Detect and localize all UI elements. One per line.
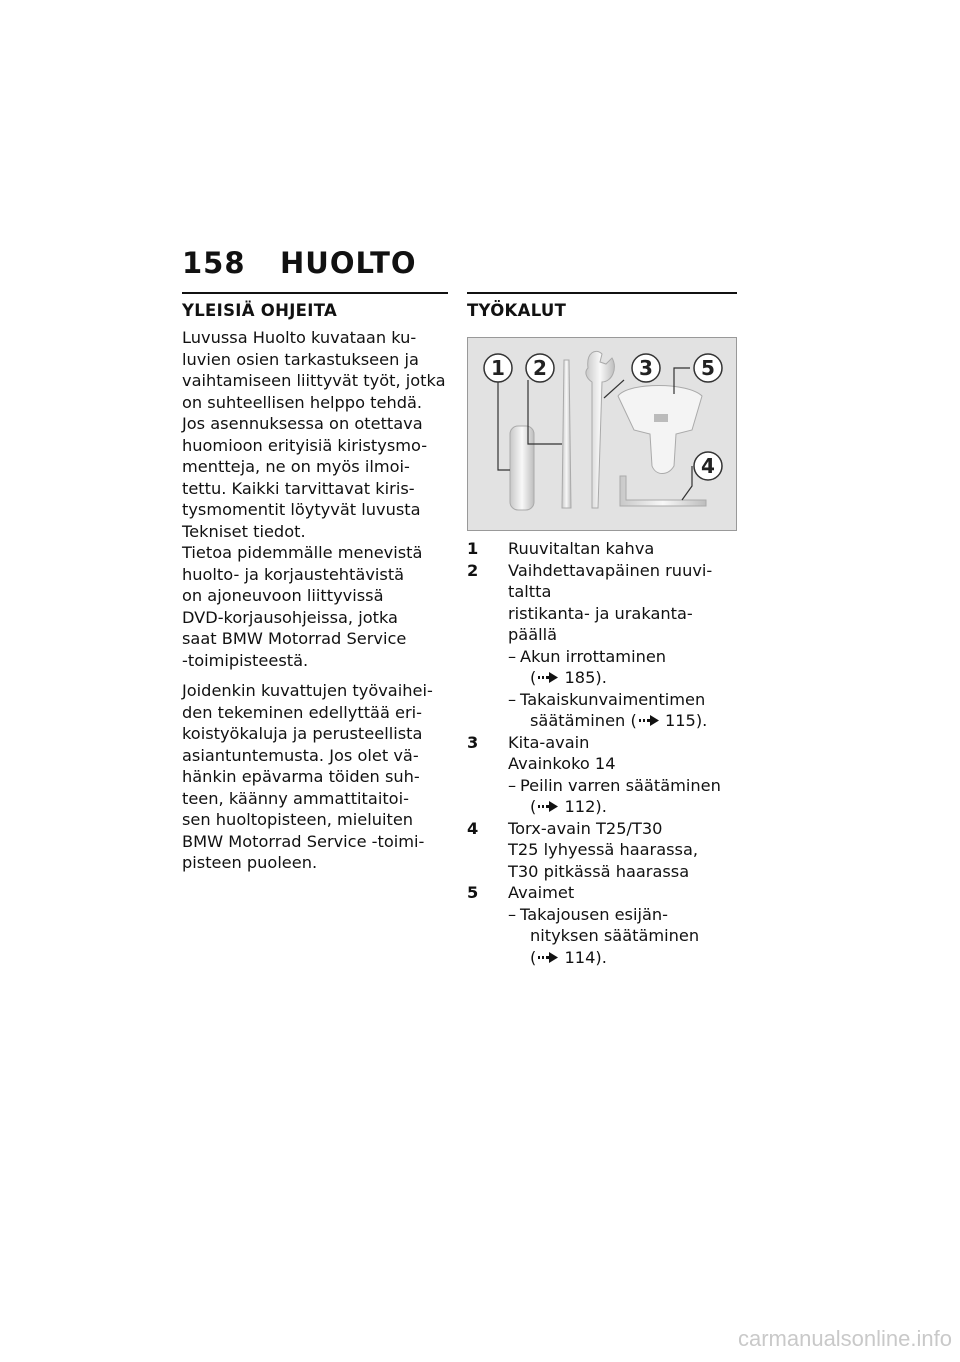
figure-label-5: 5 [701, 356, 715, 380]
section-title-tools: TYÖKALUT [467, 292, 737, 323]
legend-text: Avainkoko 14 [508, 754, 616, 773]
paragraph-line: Luvussa Huolto kuvataan ku- [182, 328, 417, 347]
reference-line [520, 667, 737, 689]
key-drawing [618, 386, 702, 474]
screwdriver-blade-drawing [562, 360, 571, 508]
chapter-title: HUOLTO [280, 246, 417, 280]
tool-legend [467, 538, 737, 968]
page-header [182, 246, 417, 280]
legend-subitem [508, 689, 737, 732]
paragraph-line: BMW Motorrad Service -toimi- [182, 831, 425, 851]
paragraph-line: teen, käänny ammattitaitoi- [182, 788, 409, 808]
open-wrench-drawing [586, 351, 614, 508]
paragraph-line: Jos asennuksessa on otettava [182, 414, 423, 433]
section-title-general: YLEISIÄ OHJEITA [182, 292, 448, 323]
legend-subitem [508, 775, 737, 818]
reference-arrow-icon [538, 801, 558, 812]
legend-text: Kita-avain [508, 732, 590, 752]
paragraph-line: huolto- ja korjaustehtävistä [182, 564, 405, 584]
paragraph-line: sen huoltopisteen, mieluiten [182, 810, 414, 829]
paragraph-line: on suhteellisen helppo tehdä. [182, 392, 423, 412]
subitem-text-cont: nityksen säätäminen [530, 926, 700, 945]
reference-line [520, 947, 737, 969]
legend-text: T30 pitkässä haarassa [508, 861, 690, 881]
legend-item [467, 818, 737, 883]
legend-text: Ruuvitaltan kahva [508, 539, 655, 558]
legend-text: ristikanta- ja urakanta- [508, 603, 693, 623]
paragraph-line: -toimipisteestä. [182, 650, 309, 670]
legend-subitem [508, 904, 737, 969]
special-tools-paragraph [182, 680, 448, 874]
tools-illustration [467, 337, 737, 531]
subitem-text-cont: säätäminen [530, 711, 626, 730]
dash: – [508, 775, 517, 795]
paragraph-line: vaihtamiseen liittyvät työt, jotka [182, 371, 446, 390]
legend-subitem [508, 646, 737, 689]
page-reference: 114). [564, 947, 607, 967]
right-column [467, 292, 737, 968]
screwdriver-handle-drawing [510, 426, 534, 510]
page-reference: 185). [564, 668, 607, 687]
paragraph-line: tettu. Kaikki tarvittavat kiris- [182, 478, 415, 498]
legend-text: Avaimet [508, 883, 575, 902]
legend-number: 2 [467, 560, 479, 580]
watermark: carmanualsonline.info [737, 1326, 952, 1351]
paragraph-line: hänkin epävarma töiden suh- [182, 767, 420, 786]
ref-open: ( [530, 668, 537, 687]
ref-open: ( [530, 947, 537, 967]
paragraph-line: on ajoneuvoon liittyvissä [182, 586, 384, 605]
paragraph-line: Tietoa pidemmälle menevistä [182, 543, 423, 562]
legend-item [467, 882, 737, 968]
paragraph-line: mentteja, ne on myös ilmoi- [182, 457, 410, 476]
page-number: 158 [182, 246, 246, 280]
subitem-text [520, 925, 737, 947]
legend-text: päällä [508, 625, 558, 644]
legend-number: 1 [467, 539, 479, 558]
paragraph-line: den tekeminen edellyttää eri- [182, 702, 422, 722]
general-instructions-paragraph [182, 327, 448, 671]
legend-text: Vaihdettavapäinen ruuvi- [508, 560, 713, 580]
page-reference: 112). [564, 797, 607, 816]
dash: – [508, 646, 517, 666]
paragraph-line: pisteen puoleen. [182, 853, 318, 872]
figure-label-1: 1 [491, 356, 505, 380]
subitem-text: Akun irrottaminen [520, 646, 667, 666]
legend-text: taltta [508, 582, 552, 601]
figure-label-3: 3 [639, 356, 653, 380]
figure-label-2: 2 [533, 356, 547, 380]
dash: – [508, 904, 517, 924]
paragraph-line: koistyökaluja ja perusteellista [182, 724, 423, 743]
paragraph-line: tysmomentit löytyvät luvusta [182, 500, 421, 519]
reference-line [520, 796, 737, 818]
tools-drawing [468, 338, 736, 530]
reference-arrow-icon [538, 952, 558, 963]
ref-open: ( [530, 797, 537, 816]
reference-arrow-icon [538, 672, 558, 683]
reference-arrow-icon [639, 715, 659, 726]
legend-text: T25 lyhyessä haarassa, [508, 840, 699, 859]
figure-label-4: 4 [701, 454, 715, 478]
paragraph-line: DVD-korjausohjeissa, jotka [182, 607, 398, 627]
subitem-text: Takaiskunvaimentimen [520, 689, 706, 709]
left-column [182, 292, 448, 874]
paragraph-line: asiantuntemusta. Jos olet vä- [182, 745, 419, 765]
subitem-text [520, 710, 737, 732]
subitem-text: Peilin varren säätäminen [520, 775, 721, 795]
page-reference: 115). [664, 711, 708, 730]
ref-open: ( [630, 711, 637, 730]
legend-number: 5 [467, 883, 479, 902]
paragraph-line: luvien osien tarkastukseen ja [182, 349, 419, 369]
legend-number: 3 [467, 732, 479, 752]
legend-item [467, 538, 737, 560]
paragraph-line: Tekniset tiedot. [182, 521, 306, 541]
dash: – [508, 689, 517, 709]
torx-wrench-drawing [620, 476, 706, 506]
subitem-text: Takajousen esijän- [520, 904, 669, 924]
legend-text: Torx-avain T25/T30 [508, 818, 663, 838]
legend-item [467, 560, 737, 732]
legend-item [467, 732, 737, 818]
legend-number: 4 [467, 818, 479, 838]
paragraph-line: huomioon erityisiä kiristysmo- [182, 435, 428, 455]
paragraph-line: saat BMW Motorrad Service [182, 629, 407, 648]
paragraph-line: Joidenkin kuvattujen työvaihei- [182, 681, 433, 700]
